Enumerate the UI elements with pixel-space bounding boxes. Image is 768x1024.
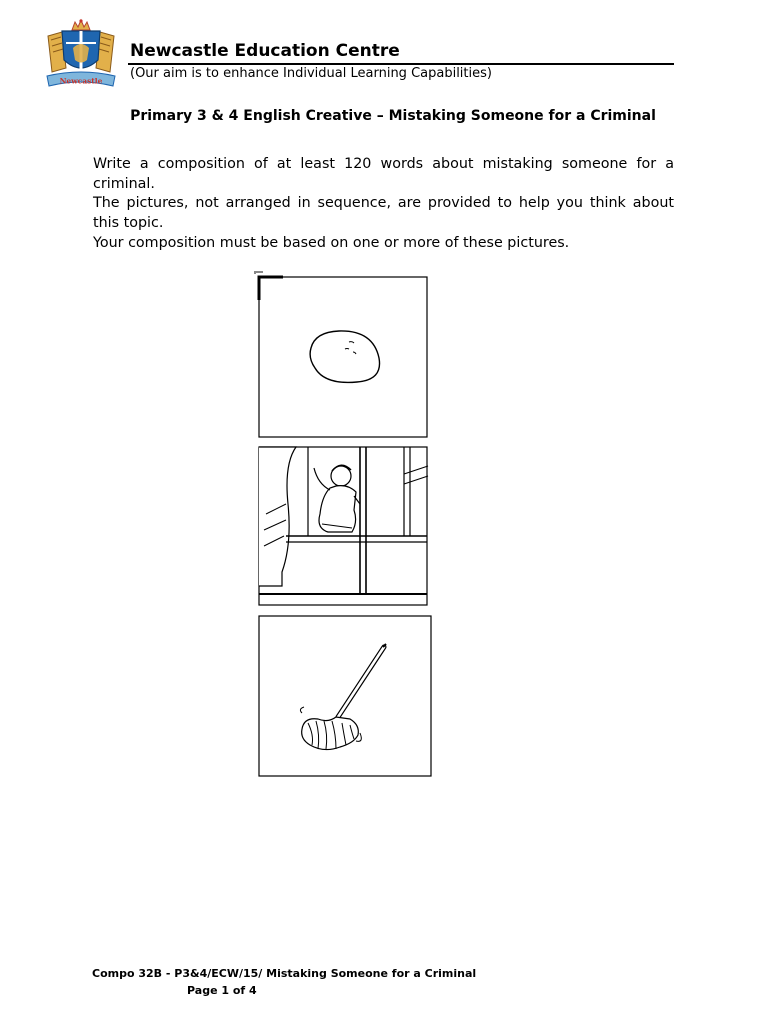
document-title: Primary 3 & 4 English Creative – Mistaking Someone for a Criminal (130, 108, 656, 124)
picture-mop (256, 613, 434, 779)
instruction-paragraph: Your composition must be based on one or more of these pictures. (93, 234, 570, 251)
school-logo (44, 18, 118, 90)
instructions (93, 155, 674, 254)
instruction-paragraph: The pictures, not arranged in sequence, are provided to help you think about this topic. (93, 195, 674, 232)
picture-stone (253, 270, 431, 440)
organization-name: Newcastle Education Centre (130, 41, 400, 61)
header-divider (128, 63, 674, 65)
picture-window-climber (256, 444, 430, 608)
logo-text: Newcastle (59, 76, 103, 86)
page-number: Page 1 of 4 (187, 984, 257, 997)
organization-tagline: (Our aim is to enhance Individual Learning Capabilities) (130, 66, 492, 81)
footer-reference: Compo 32B - P3&4/ECW/15/ Mistaking Someone for a Criminal (92, 967, 477, 980)
instruction-paragraph: Write a composition of at least 120 words about mistaking someone for a criminal. (93, 156, 674, 192)
